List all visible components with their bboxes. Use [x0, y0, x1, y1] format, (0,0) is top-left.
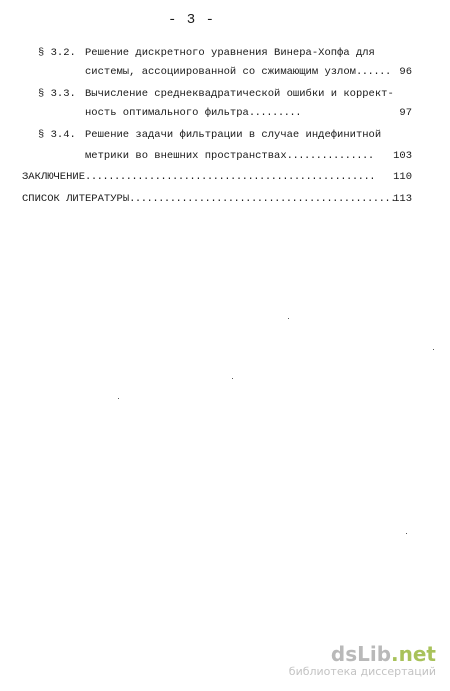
toc-section-number: § 3.3.	[38, 88, 76, 100]
toc-leader-dots: ..............................................	[129, 193, 396, 205]
scan-speck	[288, 318, 289, 319]
page-number: - 3 -	[168, 12, 216, 28]
toc-leader-dots: ...............	[286, 150, 374, 162]
toc-entry-title-line: Решение дискретного уравнения Винера-Хопфа для	[85, 47, 375, 59]
toc-entry-title-line	[85, 106, 301, 120]
toc-entry-title-line	[22, 192, 396, 206]
toc-entry-title-text: системы, ассоциированной со сжимающим узлом	[85, 66, 356, 78]
toc-entry-title-text: метрики во внешних пространствах	[85, 150, 287, 162]
scan-speck	[118, 398, 119, 399]
scan-speck	[406, 533, 407, 534]
toc-entry-title-text: СПИСОК ЛИТЕРАТУРЫ	[22, 193, 130, 205]
toc-entry-title-line	[85, 149, 374, 163]
toc-entry-title-text: ЗАКЛЮЧЕНИЕ	[22, 171, 86, 183]
toc-page-number: 113	[393, 193, 412, 205]
watermark-logo-accent: .net	[391, 642, 436, 666]
toc-entry-title-line: Решение задачи фильтрации в случае индефинитной	[85, 129, 382, 141]
watermark-logo-main: dsLib	[330, 642, 392, 666]
watermark-logo	[289, 643, 436, 665]
toc-leader-dots: ......	[355, 66, 391, 78]
toc-page-number: 110	[393, 171, 412, 183]
watermark	[289, 643, 436, 679]
toc-entry-title-line	[85, 65, 391, 79]
scan-speck	[433, 349, 434, 350]
watermark-caption: библиотека диссертаций	[288, 665, 436, 678]
toc-entry-title-text: ность оптимального фильтра	[85, 107, 249, 119]
toc-section-number: § 3.2.	[38, 47, 76, 59]
toc-page-number: 103	[393, 150, 412, 162]
toc-leader-dots: .........	[248, 107, 302, 119]
toc-page-number: 97	[399, 107, 412, 119]
toc-entry-title-line: Вычисление среднеквадратической ошибки и коррект-	[85, 88, 394, 100]
toc-entry-title-line	[22, 170, 375, 184]
toc-leader-dots: ..................................................	[85, 171, 376, 183]
scan-speck	[232, 378, 233, 379]
toc-section-number: § 3.4.	[38, 129, 76, 141]
toc-page-number: 96	[399, 66, 412, 78]
